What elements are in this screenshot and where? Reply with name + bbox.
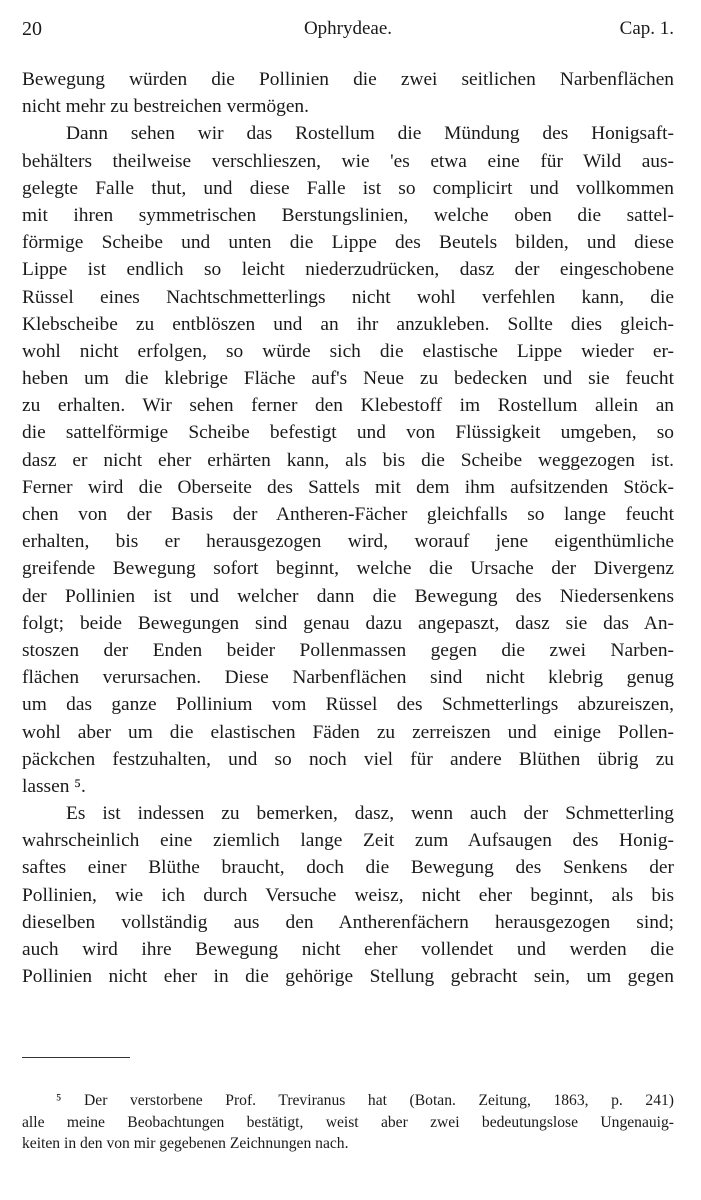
footnotes [22,1090,674,1155]
main-text [22,66,674,990]
book-page [22,0,674,1200]
text-line: Rüssel eines Nachtschmetterlings nicht wohl verfehlen kann, die [22,286,674,308]
text-line: auch wird ihre Bewegung nicht eher vollendet und werden die [22,939,674,960]
text-line: der Pollinien ist und welcher dann die Bewegung des Niedersenkens [22,585,674,607]
text-line: behälters theilweise verschlieszen, wie 'es etwa eine für Wild aus- [22,150,674,172]
text-line: dieselben vollständig aus den Antherenfächern herausgezogen sind; [22,911,674,933]
text-line: um das ganze Pollinium vom Rüssel des Schmetterlings abzureiszen, [22,694,674,716]
text-line: greifende Bewegung sofort beginnt, welche die Ursache der Divergenz [22,558,674,580]
running-title: Ophrydeae. [303,18,393,39]
footnote-line: ⁵ Der verstorbene Prof. Treviranus hat (Botan. Zeitung, 1863, p. 241) [56,1092,674,1109]
text-line: päckchen festzuhalten, und so noch viel für andere Blüthen übrig zu [22,748,674,770]
text-line: Pollinien, wie ich durch Versuche weisz, nicht eher beginnt, als bis [22,884,674,906]
text-line: Bewegung würden die Pollinien die zwei seitlichen Narbenflächen [22,69,674,90]
text-line: Pollinien nicht eher in die gehörige Stellung gebracht sein, um gegen [22,966,674,988]
text-line: Dann sehen wir das Rostellum die Mündung des Honigsaft- [66,123,674,145]
text-line: wahrscheinlich eine ziemlich lange Zeit zum Aufsaugen des Honig- [22,830,674,852]
text-line: Lippe ist endlich so leicht niederzudrücken, dasz der eingeschobene [22,259,674,281]
text-line: lassen ⁵. [22,775,86,797]
footnote-line: keiten in den von mir gegebenen Zeichnungen nach. [22,1135,349,1152]
text-line: Klebscheibe zu entblöszen und an ihr anzukleben. Sollte dies gleich- [22,313,674,335]
text-line: wohl aber um die elastischen Fäden zu zerreiszen und einige Pollen- [22,721,674,743]
text-line: dasz er nicht eher erhärten kann, als bis die Scheibe weggezogen ist. [22,449,674,471]
text-line: die sattelförmige Scheibe befestigt und von Flüssigkeit umgeben, so [22,422,674,444]
text-line: flächen verursachen. Diese Narbenflächen sind nicht klebrig genug [22,667,674,689]
text-line: nicht mehr zu bestreichen vermögen. [22,96,309,118]
text-line: gelegte Falle thut, und diese Falle ist so complicirt und vollkommen [22,177,674,199]
text-line: Ferner wird die Oberseite des Sattels mit dem ihm aufsitzenden Stöck- [22,476,674,498]
footnote-line: alle meine Beobachtungen bestätigt, weist aber zwei bedeutungslose Ungenauig- [22,1113,674,1131]
footnote-divider [22,1057,130,1058]
text-line: heben um die klebrige Fläche auf's Neue zu bedecken und sie feucht [22,368,674,390]
text-line: wohl nicht erfolgen, so würde sich die elastische Lippe wieder er- [22,340,674,362]
text-line: Es ist indessen zu bemerken, dasz, wenn auch der Schmetterling [66,803,674,825]
page-number: 20 [22,18,42,40]
text-line: folgt; beide Bewegungen sind genau dazu angepaszt, dasz sie das An- [22,612,674,634]
text-line: mit ihren symmetrischen Berstungslinien, welche oben die sattel- [22,204,674,226]
text-line: erhalten, bis er herausgezogen wird, worauf jene eigenthümliche [22,531,674,553]
page-header [22,14,674,44]
chapter-label: Cap. 1. [619,18,674,39]
text-line: zu erhalten. Wir sehen ferner den Klebestoff im Rostellum allein an [22,395,674,417]
text-line: stoszen der Enden beider Pollenmassen gegen die zwei Narben- [22,639,674,661]
text-line: saftes einer Blüthe braucht, doch die Bewegung des Senkens der [22,857,674,879]
text-line: förmige Scheibe und unten die Lippe des Beutels bilden, und diese [22,232,674,254]
text-line: chen von der Basis der Antheren-Fächer gleichfalls so lange feucht [22,504,674,525]
